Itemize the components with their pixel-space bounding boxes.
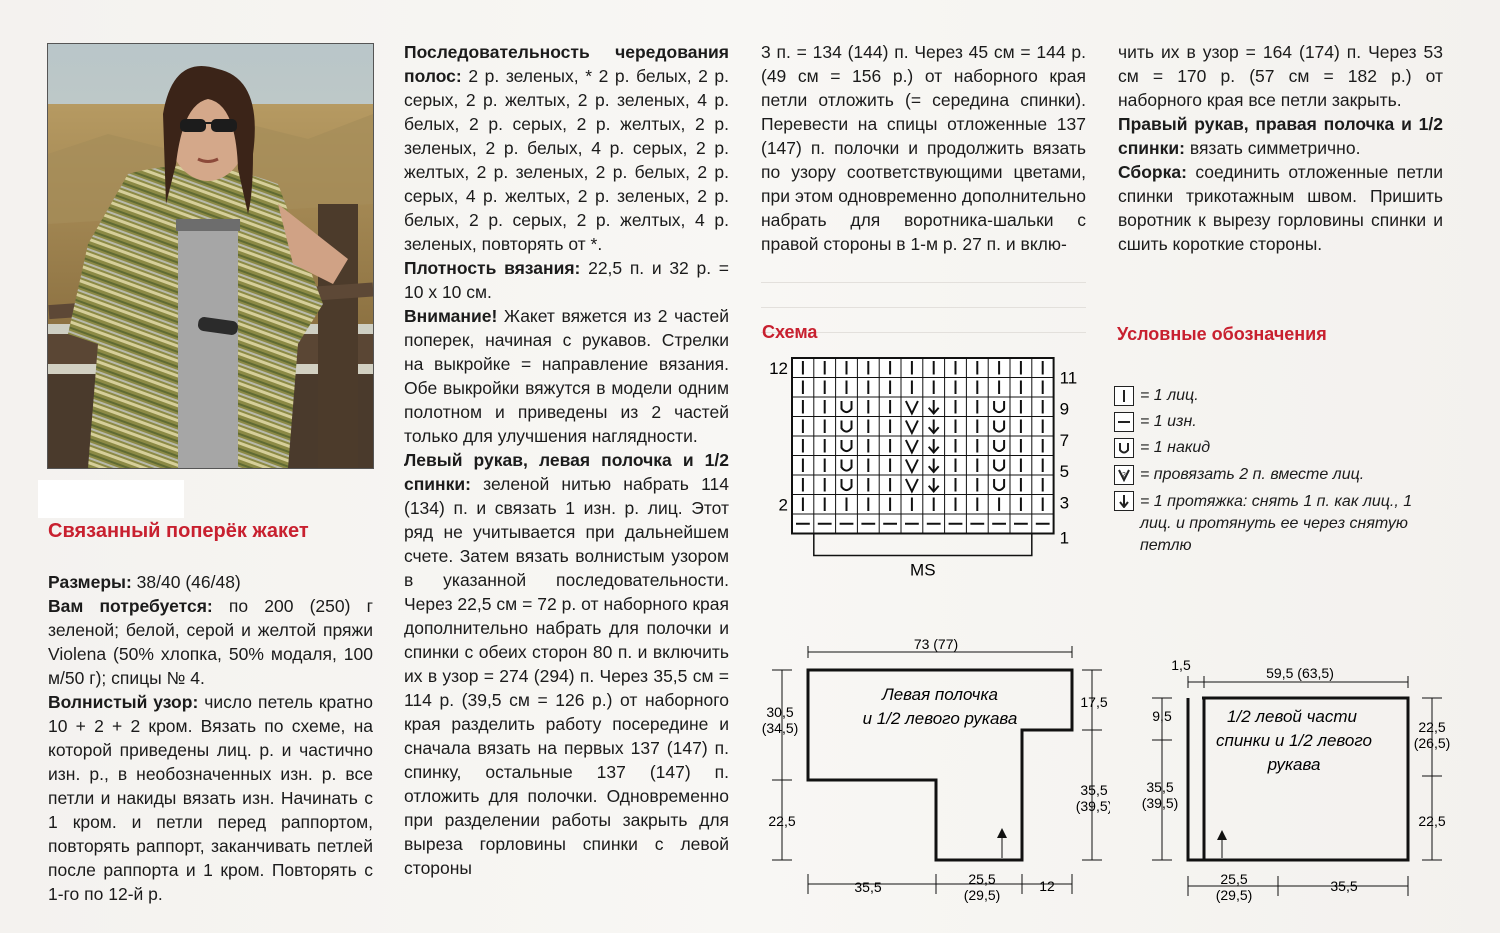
assembly-paragraph (1118, 160, 1443, 256)
legend-text: = 1 лиц. (1140, 387, 1199, 404)
chart-repeat-label: MS (910, 560, 936, 580)
wave-pattern-label: Волнистый узор: (48, 692, 199, 712)
attention-label: Внимание! (404, 306, 498, 326)
back-dim-top: 59,5 (63,5) (1266, 665, 1334, 681)
back-dim-right-top: 22,5 (1418, 719, 1446, 735)
k2tog-icon (1114, 465, 1134, 485)
legend-text: = провязать 2 п. вместе лиц. (1140, 466, 1365, 483)
schema-title: Схема (762, 322, 818, 342)
svg-text:2: 2 (1122, 472, 1126, 479)
back-dim-top-left: 1,5 (1171, 657, 1191, 673)
stitch-chart (760, 352, 1100, 582)
left-part-paragraph (404, 448, 729, 880)
chart-row-label: 2 (778, 495, 788, 515)
back-title-line3: рукава (1267, 755, 1321, 774)
assembly-label: Сборка: (1118, 162, 1187, 182)
label-mask (38, 480, 184, 518)
article-title: Связанный поперёк жакет (48, 520, 309, 542)
assembly-text: соединить отложенные петли спинки трикотажным швом. Пришить воротник к вырезу горловины спинки и сшить короткие стороны. (1118, 162, 1443, 254)
chart-repeat-bracket (814, 534, 1032, 556)
left-part-text: зеленой нитью набрать 114 (134) п. и связать 1 изн. р. лиц. Этот ряд не учитывается при дальнейшем счете. Затем вязать волнистым узором в указанной последовательности. Через 22,5 см = 72 р. от наборного края дополнительно набрать для полочки и спинки с обеих сторон 80 п. и включить их в узор = 274 (294) п. Через 35,5 см = 114 р. (39,5 см = 126 р.) от наборного края разделить работу посередине и сначала вязать на первых 137 (147) п. спинку, остальные 137 (147) п. отложить для полочки. Одновременно при разделении работы закрыть для выреза горловины спинки с левой стороны (404, 474, 729, 878)
legend-text: = 1 изн. (1140, 413, 1197, 430)
back-dim-bottom-mid-alt: (29,5) (1215, 887, 1253, 903)
front-dim-left-upper: 30,5 (766, 704, 794, 720)
attention-text: Жакет вяжется из 2 частей поперек, начиная с рукавов. Стрелки на выкройке = направление вязания. Обе выкройки вяжутся в модели одним полотном и приведены из 2 частей только для улучшения наглядности. (404, 306, 729, 446)
stripe-sequence-text: 2 р. зеленых, * 2 р. белых, 2 р. серых, 2 р. желтых, 2 р. зеленых, 4 р. белых, 2 р. серых, 2 р. желтых, 2 р. зеленых, 2 р. белых, 4 р. серых, 2 р. желтых, 2 р. зеленых, 2 р. белых, 2 р. серых, 4 р. желтых, 2 р. зеленых, 2 р. белых, 2 р. серых, 2 р. желтых, 4 р. зеленых, повторять от *. (404, 66, 729, 254)
legend-item (1114, 412, 1197, 432)
back-pattern-svg (1130, 650, 1470, 910)
front-dim-right-top: 17,5 (1080, 694, 1108, 710)
chart-row-label: 1 (1059, 528, 1070, 548)
back-dim-bottom-right: 35,5 (1330, 878, 1358, 894)
chart-row-label: 12 (769, 358, 788, 378)
front-dim-right-mid: 35,5 (1080, 782, 1108, 798)
front-dim-bottom-mid-alt: (29,5) (963, 887, 1001, 903)
front-dim-bottom-left: 35,5 (854, 879, 882, 895)
right-part-label: Правый рукав, правая полочка и 1/2 спинки: (1118, 114, 1443, 158)
front-dim-left-upper-alt: (34,5) (761, 720, 799, 736)
attention-paragraph (404, 304, 729, 448)
closing-paragraph: чить их в узор = 164 (174) п. Через 53 см = 170 р. (57 см = 182 р.) от наборного края все петли закрыть. (1118, 42, 1443, 110)
legend-item (1114, 465, 1364, 485)
front-pattern (760, 630, 1110, 910)
chart-row-label: 11 (1059, 368, 1078, 388)
front-dim-bottom-mid: 25,5 (968, 871, 996, 887)
front-dim-bottom-right: 12 (1039, 878, 1055, 894)
front-dim-right-mid-alt: (39,5) (1075, 798, 1110, 814)
front-dim-left-lower: 22,5 (768, 813, 796, 829)
back-dim-bottom-mid: 25,5 (1220, 871, 1248, 887)
continuation-paragraph: 3 п. = 134 (144) п. Через 45 см = 144 р. (49 см = 156 р.) от наборного края петли отложить (= середина спинки). Перевести на спицы отложенные 137 (147) п. полочки и продолжить вязать по узору соответствующими цветами, при этом одновременно дополнительно набрать для воротника-шальки с правой стороны в 1-м р. 27 п. и вклю- (761, 42, 1086, 254)
left-part-label: Левый рукав, левая полочка и 1/2 спинки: (404, 450, 729, 494)
back-dim-left-top: 9,5 (1152, 708, 1172, 724)
legend-text: = 1 накид (1140, 439, 1211, 456)
chart-row-label: 3 (1059, 493, 1070, 513)
back-title-line1: 1/2 левой части (1227, 707, 1357, 726)
pass-over-icon (1114, 491, 1134, 511)
purl-stitch-icon (1114, 412, 1134, 432)
column-2 (404, 40, 729, 880)
back-title-line2: спинки и 1/2 левого (1215, 731, 1373, 750)
right-part-text: вязать симметрично. (1184, 138, 1361, 158)
legend-item (1114, 386, 1199, 406)
right-part-paragraph (1118, 112, 1443, 160)
sizes-label: Размеры: (48, 572, 132, 592)
column-4 (1118, 40, 1443, 256)
density-paragraph (404, 256, 729, 304)
chart-row-label: 7 (1059, 430, 1070, 450)
front-dim-top: 73 (77) (913, 636, 959, 652)
sizes-text: 38/40 (46/48) (131, 572, 241, 592)
needs-paragraph (48, 594, 373, 690)
column-3 (761, 40, 1086, 256)
chart-row-label: 9 (1059, 399, 1070, 419)
chart-row-label: 5 (1059, 462, 1070, 482)
column-1 (48, 570, 373, 906)
knit-stitch-icon (1114, 386, 1134, 406)
back-dim-right-top-alt: (26,5) (1413, 735, 1451, 751)
legend-text: = 1 протяжка: снять 1 п. как лиц., 1 лиц. и протянуть ее через снятую петлю (1140, 493, 1413, 554)
back-pattern (1130, 650, 1470, 910)
legend-title: Условные обозначения (1117, 324, 1327, 344)
density-text: 22,5 п. и 32 р. = 10 х 10 см. (404, 258, 729, 302)
sizes-paragraph (48, 570, 373, 594)
wave-pattern-paragraph (48, 690, 373, 906)
model-photo (47, 43, 374, 469)
legend-item (1114, 438, 1210, 458)
front-title-line1: Левая полочка (882, 685, 998, 704)
stripe-sequence-label: Последовательность чередования полос: (404, 42, 729, 86)
back-dim-left-mid: 35,5 (1146, 779, 1174, 795)
wave-pattern-text: число петель кратно 10 + 2 + 2 кром. Вязать по схеме, на которой приведены лиц. р. и частично изн. р., в необозначенных изн. р. все петли и накиды вязать изн. Начинать с 1 кром. и петли перед раппортом, повторять раппорт, заканчивать петлей после раппорта и 1 кром. Повторять с 1-го по 12-й р. (48, 692, 373, 904)
front-pattern-svg (760, 630, 1110, 910)
front-title-line2: и 1/2 левого рукава (862, 709, 1018, 728)
stripe-sequence-paragraph (404, 40, 729, 256)
needs-label: Вам потребуется: (48, 596, 213, 616)
stitch-chart-svg (760, 352, 1100, 582)
legend-item (1114, 491, 1440, 557)
density-label: Плотность вязания: (404, 258, 581, 278)
back-dim-right-lower: 22,5 (1418, 813, 1446, 829)
symbol-legend (1114, 380, 1494, 560)
needs-text: по 200 (250) г зеленой; белой, серой и желтой пряжи Violena (50% хлопка, 50% модаля, 100 м/50 г); спицы № 4. (48, 596, 373, 688)
back-dim-left-mid-alt: (39,5) (1141, 795, 1179, 811)
yarn-over-icon (1114, 438, 1134, 458)
